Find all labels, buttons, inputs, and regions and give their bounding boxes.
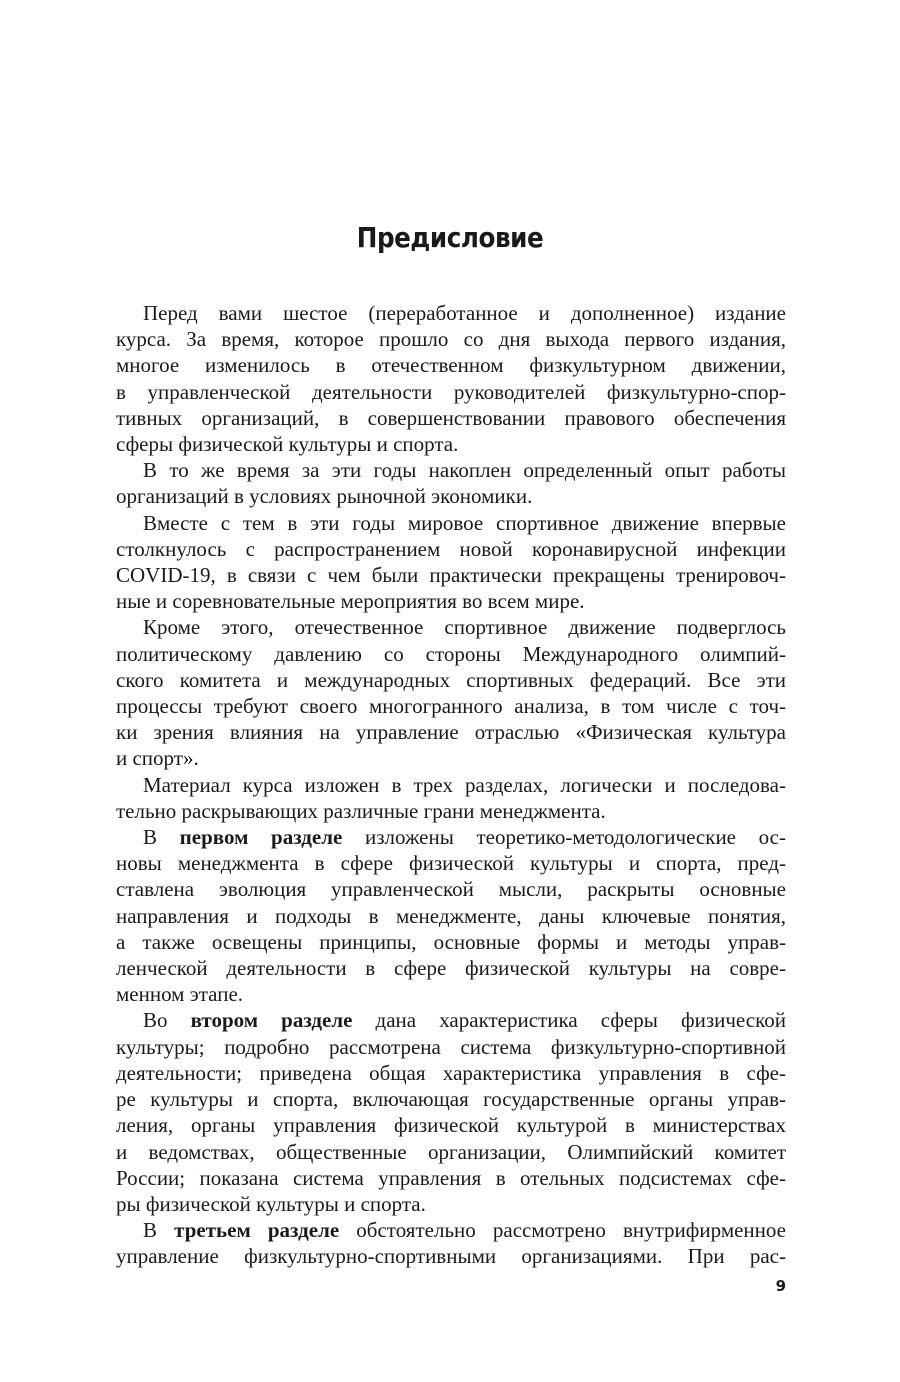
text-line: Материал курса изложен в трех разделах, логически и последова- [143, 772, 786, 797]
text-line: многое изменилось в отечественном физкультурном движении, [116, 353, 786, 378]
text-line: ре культуры и спорта, включающая государственные органы управ- [116, 1087, 786, 1112]
text-line: направления и подходы в менеджменте, даны ключевые понятия, [116, 903, 786, 928]
paragraph-lead-line [116, 1007, 786, 1033]
text-line: процессы требуют своего многогранного анализа, в том числе с точ- [116, 694, 786, 719]
text-line: деятельности; приведена общая характеристика управления в сфе- [116, 1060, 786, 1085]
paragraph [116, 614, 786, 771]
paragraph-lead-line [116, 824, 786, 850]
text-line: Кроме этого, отечественное спортивное движение подверглось [143, 615, 786, 640]
text-line: ки зрения влияния на управление отраслью «Физическая культура [116, 720, 786, 745]
lead-rest-text: изложены теоретико-методологические ос- [342, 825, 786, 850]
text-line: Вместе с тем в эти годы мировое спортивное движение впервые [143, 510, 786, 535]
lead-text: В [143, 825, 180, 850]
text-line: COVID-19, в связи с чем были практически прекращены тренировоч- [116, 563, 786, 588]
lead-text: В [143, 1218, 175, 1243]
paragraph [116, 1217, 786, 1269]
text-line: ные и соревновательные мероприятия во всем мире. [116, 589, 585, 614]
paragraph [116, 457, 786, 509]
text-line: столкнулось с распространением новой коронавирусной инфекции [116, 536, 786, 561]
text-line: ставлена эволюция управленческой мысли, раскрыты основные [116, 877, 786, 902]
lead-text: Во [143, 1008, 191, 1033]
text-line: В то же время за эти годы накоплен определенный опыт работы [143, 458, 786, 483]
text-line: ления, органы управления физической культурой в министерствах [116, 1113, 786, 1138]
text-line: ленческой деятельности в сфере физической культуры на совре- [116, 956, 786, 981]
text-line: и ведомствах, общественные организации, Олимпийский комитет [116, 1139, 786, 1164]
text-line: ского комитета и международных спортивных федераций. Все эти [116, 667, 786, 692]
section-emphasis: первом разделе [179, 825, 343, 850]
paragraph [116, 300, 786, 457]
paragraph-list [116, 300, 786, 1270]
text-line: управление физкультурно-спортивными организациями. При рас- [116, 1244, 786, 1269]
text-line: организаций в условиях рыночной экономики. [116, 484, 533, 509]
section-emphasis: третьем разделе [174, 1218, 340, 1243]
text-line: политическому давлению со стороны Международного олимпий- [116, 641, 786, 666]
text-line: сферы физической культуры и спорта. [116, 432, 459, 457]
paragraph-lead-line [116, 1217, 786, 1243]
lead-rest-text: дана характеристика сферы физической [352, 1008, 786, 1033]
page-number: 9 [775, 1277, 786, 1295]
paragraph [116, 1007, 786, 1217]
text-line: Перед вами шестое (переработанное и дополненное) издание [143, 301, 786, 325]
text-line: тельно раскрывающих различные грани менеджмента. [116, 798, 606, 823]
text-line: курса. За время, которое прошло со дня выхода первого издания, [116, 327, 786, 352]
lead-rest-text: обстоятельно рассмотрено внутрифирменное [339, 1218, 786, 1243]
text-line: менном этапе. [116, 982, 244, 1007]
text-line: и спорт». [116, 746, 199, 771]
paragraph [116, 824, 786, 1007]
text-line: культуры; подробно рассмотрена система физкультурно-спортивной [116, 1034, 786, 1059]
chapter-title: Предисловие [356, 221, 544, 254]
paragraph [116, 510, 786, 615]
text-line: России; показана система управления в отельных подсистемах сфе- [116, 1165, 786, 1190]
body-text [116, 300, 786, 1270]
paragraph [116, 772, 786, 824]
text-line: а также освещены принципы, основные формы и методы управ- [116, 929, 786, 954]
text-line: новы менеджмента в сфере физической культуры и спорта, пред- [116, 851, 786, 876]
text-line: в управленческой деятельности руководителей физкультурно-спор- [116, 379, 786, 404]
text-line: ры физической культуры и спорта. [116, 1191, 426, 1216]
text-line: тивных организаций, в совершенствовании правового обеспечения [116, 405, 786, 430]
section-emphasis: втором разделе [190, 1008, 353, 1033]
